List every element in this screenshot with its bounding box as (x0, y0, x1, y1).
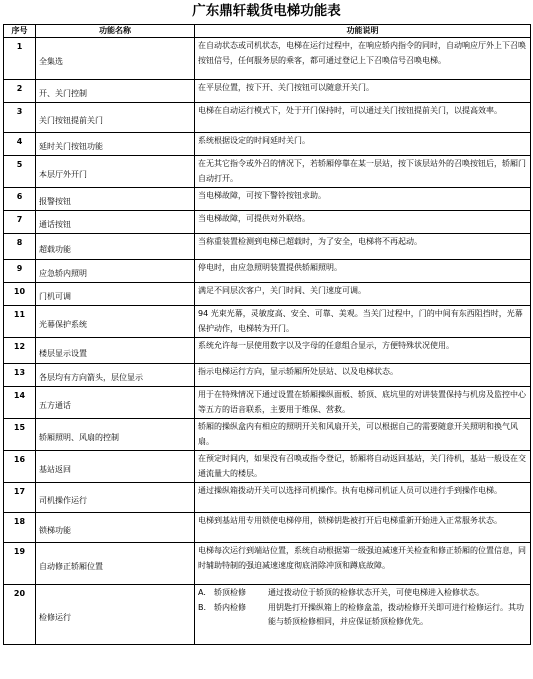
function-name: 本层厅外开门 (39, 169, 87, 179)
row-number: 11 (4, 306, 36, 338)
function-name: 轿厢照明、风扇的控制 (39, 432, 119, 442)
header-no: 序号 (4, 25, 36, 38)
table-row (4, 451, 531, 483)
header-desc: 功能说明 (195, 25, 531, 38)
function-description: 当称重装置检测到电梯已超载时，为了安全，电梯将不再起动。 (195, 234, 531, 260)
table-row (4, 283, 531, 306)
row-number: 19 (4, 543, 36, 585)
function-description: 轿厢的操纵盒内有相应的照明开关和风扇开关，可以根据自己的需要随意开关照明和换气风扇。 (195, 419, 531, 451)
function-name: 检修运行 (39, 612, 71, 622)
function-description: 当电梯故障，可提供对外联络。 (195, 211, 531, 234)
function-table (3, 24, 531, 645)
row-number: 5 (4, 156, 36, 188)
table-row (4, 513, 531, 543)
function-name: 楼层显示设置 (39, 348, 87, 358)
function-name-cell (36, 585, 195, 645)
function-name: 全集选 (39, 56, 63, 66)
row-number: 1 (4, 38, 36, 80)
function-name-cell (36, 156, 195, 188)
table-body (4, 38, 531, 645)
table-row (4, 543, 531, 585)
row-number: 12 (4, 338, 36, 364)
function-description: 94 光束光幕，灵敏度高、安全、可靠、美观。当关门过程中，门的中间有东西阻挡时，光幕保护动作，电梯转为开门。 (195, 306, 531, 338)
function-name: 五方通话 (39, 400, 71, 410)
table-row (4, 156, 531, 188)
page-title: 广东鼎轩载货电梯功能表 (192, 3, 341, 19)
function-description: 通过操纵箱拨动开关可以选择司机操作。执有电梯司机证人员可以进行手到操作电梯。 (195, 483, 531, 513)
function-name-cell (36, 364, 195, 387)
function-name-cell (36, 513, 195, 543)
function-name: 各层均有方向箭头，层位显示 (39, 373, 143, 382)
function-description: 在平层位置，按下开、关门按钮可以随意开关门。 (195, 80, 531, 103)
function-name: 通话按钮 (39, 220, 71, 229)
function-name: 延时关门按钮功能 (39, 142, 103, 151)
sub-item-subject: 轿顶检修 (214, 588, 246, 597)
sub-item-marker: A. (198, 588, 206, 597)
function-name: 司机操作运行 (39, 495, 87, 505)
function-description: 在自动状态或司机状态，电梯在运行过程中，在响应轿内指令的同时，自动响应厅外上下召唤按钮信号，任何服务层的乘客，都可通过登记上下召唤信号召唤电梯。 (195, 38, 531, 80)
table-row (4, 103, 531, 133)
row-number: 2 (4, 80, 36, 103)
function-name-cell (36, 451, 195, 483)
function-name-cell (36, 387, 195, 419)
function-description: 电梯每次运行到端站位置，系统自动根据第一级强迫减速开关检查和修正轿厢的位置信息，同时辅助特制的强迫减速速度彻底消除冲顶和蹲底故障。 (195, 543, 531, 585)
table-header-row (4, 25, 531, 38)
table-row (4, 306, 531, 338)
function-name-cell (36, 211, 195, 234)
function-description: 系统根据设定的时间延时关门。 (195, 133, 531, 156)
function-name: 超载功能 (39, 244, 71, 254)
table-row (4, 364, 531, 387)
function-name: 自动修正轿厢位置 (39, 561, 103, 571)
row-number: 14 (4, 387, 36, 419)
row-number: 13 (4, 364, 36, 387)
function-name-cell (36, 80, 195, 103)
function-name: 门机可调 (39, 292, 71, 301)
table-row (4, 188, 531, 211)
function-name: 锁梯功能 (39, 525, 71, 535)
function-description: 用于在特殊情况下通过设置在轿厢操纵面板、轿顶、底坑里的对讲装置保持与机房及监控中心等五方的语音联系，主要用于维保、营救。 (195, 387, 531, 419)
table-row (4, 38, 531, 80)
row-number: 10 (4, 283, 36, 306)
function-name: 开、关门控制 (39, 89, 87, 98)
function-name: 基站返回 (39, 464, 71, 474)
function-description: 在无其它指令或外召的情况下，若轿厢停靠在某一层站，按下该层站外的召唤按钮后，轿厢门自动打开。 (195, 156, 531, 188)
header-name: 功能名称 (36, 25, 195, 38)
function-description: 电梯在自动运行模式下，处于开门保持时，可以通过关门按钮提前关门，以提高效率。 (195, 103, 531, 133)
function-description: 电梯到基站用专用锁使电梯停用，锁梯钥匙被打开后电梯重新开始进入正常服务状态。 (195, 513, 531, 543)
function-name: 关门按钮提前关门 (39, 115, 103, 125)
table-row (4, 211, 531, 234)
function-description (195, 585, 531, 645)
function-name-cell (36, 188, 195, 211)
function-description: 停电时，由应急照明装置提供轿厢照明。 (195, 260, 531, 283)
table-row (4, 260, 531, 283)
table-row (4, 419, 531, 451)
function-name: 应急轿内照明 (39, 269, 87, 278)
table-row (4, 387, 531, 419)
row-number: 9 (4, 260, 36, 283)
function-name-cell (36, 103, 195, 133)
sub-item-marker: B. (198, 602, 207, 612)
row-number: 17 (4, 483, 36, 513)
table-row (4, 133, 531, 156)
function-description: 在预定时间内，如果没有召唤或指令登记，轿厢将自动返回基站，关门待机，基站一般设在交通流量大的楼层。 (195, 451, 531, 483)
sub-item (198, 586, 527, 601)
sub-item-subject: 轿内检修 (214, 602, 246, 612)
sub-item-text: 通过拨动位于轿顶的检修状态开关，可使电梯进入检修状态。 (268, 588, 484, 597)
function-name-cell (36, 543, 195, 585)
table-row (4, 483, 531, 513)
sub-item-text: 用钥匙打开操纵箱上的检修盒盖，拨动检修开关即可进行检修运行。其功能与轿顶检修相同，并应保证轿顶检修优先。 (268, 602, 524, 626)
function-description: 指示电梯运行方向，显示轿厢所处层站、以及电梯状态。 (195, 364, 531, 387)
row-number: 4 (4, 133, 36, 156)
function-description: 满足不同层次客户，关门时间、关门速度可调。 (195, 283, 531, 306)
function-name-cell (36, 483, 195, 513)
function-name-cell (36, 338, 195, 364)
function-name: 报警按钮 (39, 197, 71, 206)
function-name-cell (36, 306, 195, 338)
function-name-cell (36, 38, 195, 80)
function-name-cell (36, 133, 195, 156)
table-row (4, 80, 531, 103)
row-number: 15 (4, 419, 36, 451)
function-name-cell (36, 260, 195, 283)
function-name-cell (36, 234, 195, 260)
function-description: 当电梯故障，可按下警铃按钮求助。 (195, 188, 531, 211)
row-number: 6 (4, 188, 36, 211)
function-description: 系统允许每一层使用数字以及字母的任意组合显示，方便特殊状况使用。 (195, 338, 531, 364)
row-number: 3 (4, 103, 36, 133)
row-number: 7 (4, 211, 36, 234)
sub-item (198, 601, 527, 630)
function-name-cell (36, 419, 195, 451)
row-number: 16 (4, 451, 36, 483)
row-number: 20 (4, 585, 36, 645)
function-name: 光幕保护系统 (39, 319, 87, 329)
table-row (4, 338, 531, 364)
table-row (4, 234, 531, 260)
function-name-cell (36, 283, 195, 306)
row-number: 18 (4, 513, 36, 543)
row-number: 8 (4, 234, 36, 260)
table-row (4, 585, 531, 645)
